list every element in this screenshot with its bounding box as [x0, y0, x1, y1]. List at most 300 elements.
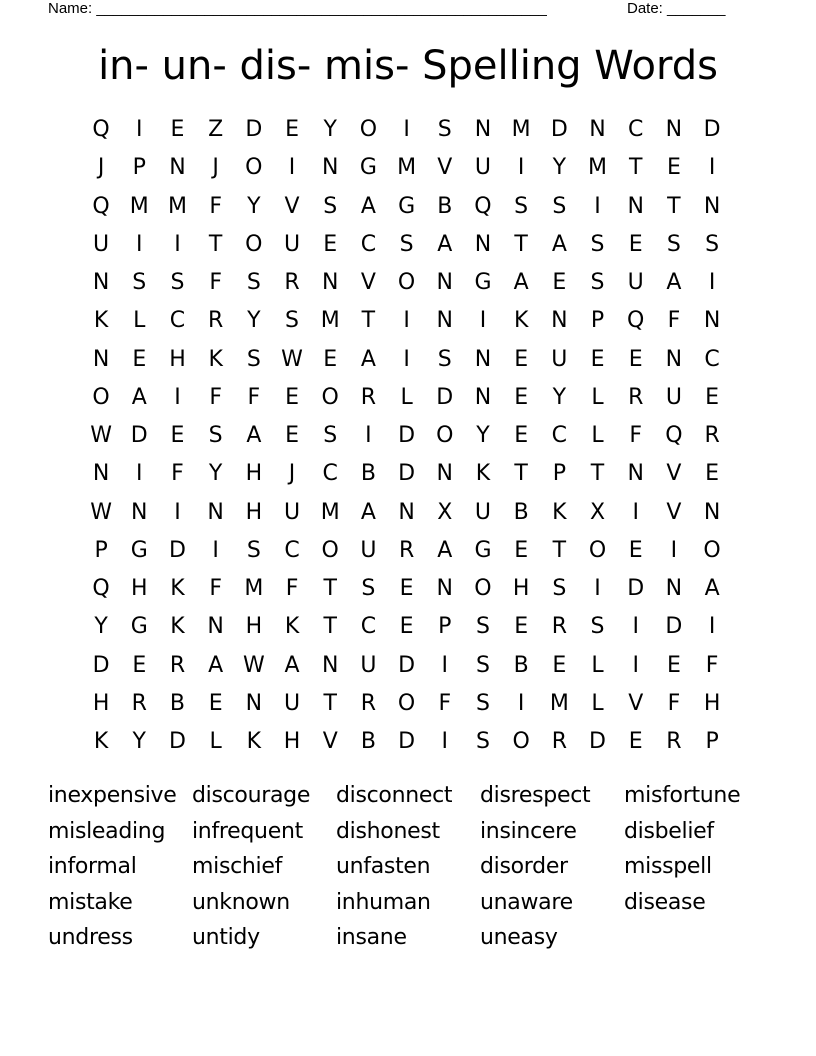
word-bank-item: mischief: [192, 854, 283, 879]
grid-cell: H: [512, 576, 530, 601]
grid-cell: E: [628, 537, 643, 563]
grid-row: [82, 723, 732, 761]
grid-cell: K: [208, 346, 223, 372]
grid-cell: S: [170, 270, 185, 295]
grid-row: [82, 188, 732, 226]
grid-cell: R: [666, 729, 682, 754]
grid-cell: O: [703, 537, 721, 563]
grid-cell: P: [438, 614, 452, 640]
grid-cell: I: [136, 461, 143, 487]
grid-cell: N: [131, 499, 148, 525]
grid-cell: D: [130, 423, 148, 448]
grid-cell: R: [284, 270, 300, 295]
grid-cell: A: [208, 652, 224, 678]
grid-cell: T: [514, 461, 528, 487]
page-title: in- un- dis- mis- Spelling Words: [98, 43, 718, 89]
grid-cell: O: [397, 270, 416, 295]
grid-cell: I: [441, 729, 449, 754]
name-field-label: Name: ______________________________________________________: [48, 0, 547, 17]
grid-cell: G: [474, 270, 492, 295]
grid-cell: F: [209, 193, 222, 219]
grid-cell: T: [323, 690, 337, 716]
grid-cell: D: [665, 614, 683, 640]
grid-cell: S: [475, 729, 490, 754]
word-bank-item: insane: [336, 925, 407, 950]
grid-cell: V: [360, 270, 376, 295]
word-bank-item: discourage: [192, 783, 311, 808]
grid-cell: I: [288, 155, 296, 181]
grid-cell: H: [131, 576, 148, 601]
grid-cell: F: [705, 652, 719, 678]
grid-cell: K: [475, 461, 491, 487]
grid-cell: M: [320, 308, 340, 334]
grid-cell: U: [283, 690, 301, 716]
grid-cell: O: [321, 384, 339, 410]
date-field-label: Date: _______: [627, 0, 726, 17]
word-bank-item: disbelief: [624, 818, 714, 844]
grid-cell: N: [92, 270, 110, 295]
grid-cell: Y: [132, 729, 146, 754]
grid-cell: H: [245, 461, 263, 487]
grid-row: [82, 532, 732, 570]
grid-cell: I: [136, 231, 143, 257]
grid-cell: U: [665, 384, 682, 410]
grid-cell: L: [400, 384, 413, 410]
grid-cell: T: [552, 537, 567, 563]
grid-cell: I: [632, 652, 639, 678]
grid-cell: N: [703, 308, 721, 334]
grid-cell: O: [588, 537, 607, 563]
grid-cell: N: [436, 308, 454, 334]
grid-cell: E: [132, 346, 147, 372]
grid-cell: N: [169, 155, 186, 181]
grid-cell: O: [436, 423, 454, 448]
grid-row: [82, 111, 732, 149]
grid-cell: V: [666, 499, 682, 525]
grid-cell: G: [474, 537, 492, 563]
grid-cell: O: [245, 231, 263, 257]
grid-cell: M: [588, 155, 608, 181]
grid-cell: C: [322, 461, 338, 487]
grid-cell: H: [245, 499, 263, 525]
grid-cell: D: [436, 384, 454, 410]
grid-cell: O: [245, 155, 263, 181]
grid-cell: S: [246, 270, 261, 295]
grid-cell: M: [129, 193, 149, 219]
grid-cell: N: [92, 461, 110, 487]
grid-cell: E: [323, 231, 338, 257]
grid-cell: Y: [247, 193, 261, 219]
grid-cell: Q: [474, 193, 492, 219]
grid-cell: U: [360, 537, 377, 563]
word-bank: [48, 778, 778, 956]
grid-cell: R: [551, 729, 567, 754]
grid-cell: N: [474, 384, 492, 410]
grid-cell: O: [92, 384, 110, 410]
grid-cell: F: [247, 384, 261, 410]
grid-cell: A: [360, 346, 376, 372]
grid-cell: S: [208, 423, 223, 448]
grid-cell: S: [590, 270, 605, 295]
grid-cell: W: [281, 346, 303, 372]
grid-cell: O: [321, 537, 339, 563]
word-bank-item: disorder: [480, 854, 568, 879]
grid-cell: Y: [552, 155, 567, 181]
grid-cell: W: [90, 499, 112, 525]
grid-row: [82, 264, 732, 302]
grid-cell: B: [513, 499, 529, 525]
grid-cell: V: [284, 193, 300, 219]
grid-cell: B: [360, 461, 376, 487]
grid-cell: J: [97, 155, 105, 181]
grid-row: [82, 302, 732, 340]
grid-cell: U: [551, 346, 568, 372]
grid-cell: F: [438, 690, 452, 716]
grid-cell: I: [708, 614, 716, 640]
grid-cell: K: [246, 729, 262, 754]
grid-cell: L: [591, 690, 604, 716]
grid-cell: G: [130, 537, 148, 563]
grid-cell: R: [628, 384, 644, 410]
grid-cell: I: [365, 423, 372, 448]
grid-cell: D: [398, 461, 416, 487]
grid-cell: C: [628, 117, 644, 142]
grid-cell: N: [474, 231, 492, 257]
grid-cell: R: [360, 384, 377, 410]
grid-cell: N: [665, 576, 683, 601]
grid-cell: R: [704, 423, 720, 448]
grid-cell: E: [552, 652, 567, 678]
grid-cell: Q: [92, 193, 110, 219]
grid-cell: N: [436, 576, 454, 601]
grid-row: [82, 417, 732, 455]
grid-cell: F: [667, 690, 681, 716]
grid-cell: N: [398, 499, 415, 525]
grid-cell: A: [704, 576, 720, 601]
grid-cell: D: [398, 729, 416, 754]
grid-cell: I: [174, 384, 181, 410]
word-bank-item: disconnect: [336, 783, 453, 808]
grid-cell: Q: [665, 423, 683, 448]
grid-cell: A: [360, 193, 376, 219]
grid-cell: K: [284, 614, 300, 640]
grid-cell: M: [244, 576, 264, 601]
grid-cell: Y: [323, 117, 337, 142]
grid-cell: E: [628, 346, 643, 372]
grid-cell: O: [397, 690, 416, 716]
grid-cell: A: [246, 423, 262, 448]
grid-cell: H: [245, 614, 263, 640]
grid-cell: I: [594, 576, 601, 601]
grid-cell: D: [398, 423, 416, 448]
grid-cell: N: [245, 690, 263, 716]
grid-cell: L: [209, 729, 222, 754]
grid-cell: S: [666, 231, 681, 257]
grid-cell: I: [403, 117, 410, 142]
grid-cell: A: [360, 499, 376, 525]
grid-cell: N: [436, 270, 454, 295]
grid-cell: E: [705, 461, 720, 487]
grid-cell: I: [708, 155, 716, 181]
grid-cell: E: [170, 117, 185, 142]
grid-cell: V: [628, 690, 644, 716]
grid-cell: E: [514, 384, 529, 410]
grid-cell: E: [132, 652, 147, 678]
grid-cell: L: [133, 308, 146, 334]
grid-cell: D: [627, 576, 645, 601]
grid-cell: N: [207, 499, 224, 525]
word-bank-item: disrespect: [480, 783, 591, 808]
grid-cell: U: [283, 231, 301, 257]
grid-cell: L: [591, 423, 604, 448]
grid-cell: B: [437, 193, 453, 219]
grid-cell: D: [550, 117, 568, 142]
grid-cell: G: [398, 193, 416, 219]
grid-row: [82, 494, 732, 532]
grid-cell: E: [399, 576, 414, 601]
grid-cell: Y: [552, 384, 567, 410]
grid-cell: E: [628, 231, 643, 257]
grid-cell: D: [168, 537, 186, 563]
grid-cell: S: [475, 690, 490, 716]
grid-cell: R: [131, 690, 147, 716]
word-bank-item: misleading: [48, 818, 166, 844]
grid-row: [82, 685, 732, 723]
word-bank-item: misspell: [624, 854, 712, 879]
word-bank-item: misfortune: [624, 783, 741, 808]
grid-cell: P: [590, 308, 605, 334]
grid-cell: F: [629, 423, 643, 448]
grid-cell: C: [551, 423, 568, 448]
grid-cell: Q: [92, 576, 110, 601]
grid-cell: A: [131, 384, 147, 410]
grid-cell: B: [169, 690, 186, 716]
grid-cell: Z: [208, 117, 224, 142]
word-bank-item: unfasten: [336, 854, 431, 879]
grid-cell: T: [208, 231, 223, 257]
grid-cell: R: [169, 652, 186, 678]
grid-cell: S: [246, 346, 261, 372]
grid-cell: G: [130, 614, 148, 640]
grid-cell: N: [474, 346, 492, 372]
grid-cell: E: [552, 270, 567, 295]
grid-cell: M: [320, 499, 340, 525]
grid-cell: I: [517, 155, 525, 181]
grid-row: [82, 149, 732, 187]
grid-cell: E: [170, 423, 185, 448]
grid-cell: F: [209, 270, 222, 295]
grid-cell: I: [632, 499, 639, 525]
grid-cell: E: [285, 384, 299, 410]
grid-cell: P: [94, 537, 108, 563]
grid-cell: A: [437, 537, 453, 563]
grid-cell: M: [397, 155, 417, 181]
grid-cell: S: [246, 537, 261, 563]
grid-cell: Y: [208, 461, 223, 487]
grid-cell: I: [517, 690, 525, 716]
grid-cell: E: [208, 690, 223, 716]
grid-cell: C: [360, 231, 377, 257]
grid-cell: Y: [94, 614, 108, 640]
grid-cell: G: [359, 155, 377, 181]
grid-cell: S: [132, 270, 147, 295]
grid-cell: M: [511, 117, 531, 142]
grid-cell: F: [209, 576, 222, 601]
grid-cell: E: [666, 155, 681, 181]
grid-cell: N: [551, 308, 568, 334]
word-bank-item: insincere: [480, 818, 577, 844]
word-bank-item: unknown: [192, 889, 290, 915]
grid-cell: N: [436, 461, 454, 487]
grid-cell: D: [92, 652, 110, 678]
grid-cell: T: [628, 155, 643, 181]
word-bank-item: disease: [624, 889, 706, 915]
grid-cell: E: [514, 346, 529, 372]
grid-cell: M: [167, 193, 187, 219]
grid-cell: S: [705, 231, 720, 257]
grid-row: [82, 647, 732, 685]
grid-cell: S: [475, 652, 490, 678]
grid-cell: D: [168, 729, 186, 754]
grid-cell: E: [628, 729, 643, 754]
word-bank-item: dishonest: [336, 818, 440, 844]
grid-cell: R: [398, 537, 415, 563]
word-bank-item: untidy: [192, 925, 260, 950]
grid-cell: A: [437, 231, 453, 257]
grid-cell: M: [549, 690, 569, 716]
grid-cell: S: [590, 614, 605, 640]
grid-cell: E: [514, 423, 529, 448]
grid-cell: B: [360, 729, 376, 754]
grid-cell: C: [704, 346, 720, 372]
grid-cell: F: [209, 384, 222, 410]
grid-row: [82, 226, 732, 264]
grid-cell: S: [437, 346, 452, 372]
grid-cell: E: [666, 652, 681, 678]
grid-cell: T: [323, 614, 337, 640]
grid-cell: K: [93, 729, 109, 754]
grid-cell: A: [513, 270, 529, 295]
grid-cell: I: [708, 270, 716, 295]
grid-cell: H: [92, 690, 110, 716]
grid-cell: F: [667, 308, 681, 334]
grid-cell: K: [513, 308, 529, 334]
word-bank-item: inhuman: [336, 889, 431, 915]
grid-cell: U: [93, 231, 110, 257]
grid-cell: E: [514, 537, 529, 563]
grid-cell: T: [323, 576, 337, 601]
grid-cell: S: [323, 193, 338, 219]
grid-cell: S: [552, 193, 567, 219]
grid-cell: T: [590, 461, 605, 487]
grid-cell: N: [589, 117, 606, 142]
grid-cell: D: [589, 729, 606, 754]
grid-cell: S: [590, 231, 605, 257]
grid-cell: S: [285, 308, 300, 334]
grid-cell: N: [321, 652, 339, 678]
grid-cell: P: [705, 729, 719, 754]
grid-cell: N: [627, 461, 644, 487]
word-bank-item: uneasy: [480, 925, 558, 950]
grid-cell: D: [703, 117, 721, 142]
grid-cell: U: [627, 270, 644, 295]
grid-cell: A: [284, 652, 300, 678]
grid-cell: U: [360, 652, 377, 678]
grid-row: [82, 570, 732, 608]
grid-cell: E: [399, 614, 414, 640]
grid-cell: J: [212, 155, 219, 181]
grid-cell: K: [170, 614, 185, 640]
grid-cell: H: [703, 690, 721, 716]
grid-cell: N: [207, 614, 224, 640]
grid-row: [82, 608, 732, 646]
grid-cell: C: [284, 537, 300, 563]
grid-cell: S: [475, 614, 490, 640]
grid-cell: I: [670, 537, 678, 563]
word-bank-item: informal: [48, 854, 137, 879]
grid-cell: O: [359, 117, 378, 142]
grid-cell: N: [321, 270, 339, 295]
grid-cell: I: [403, 308, 410, 334]
grid-cell: I: [174, 499, 181, 525]
grid-cell: I: [174, 231, 181, 257]
letter-grid: [82, 111, 732, 761]
grid-cell: N: [92, 346, 110, 372]
grid-cell: N: [474, 117, 492, 142]
word-bank-item: unaware: [480, 889, 573, 915]
grid-cell: I: [632, 614, 639, 640]
grid-cell: N: [627, 193, 644, 219]
grid-cell: A: [666, 270, 682, 295]
grid-cell: W: [242, 652, 265, 678]
grid-cell: I: [594, 193, 601, 219]
grid-cell: V: [322, 729, 338, 754]
grid-cell: H: [169, 346, 186, 372]
grid-cell: O: [512, 729, 530, 754]
grid-cell: C: [360, 614, 377, 640]
grid-cell: D: [245, 117, 263, 142]
grid-cell: E: [514, 614, 529, 640]
grid-cell: H: [283, 729, 301, 754]
grid-cell: Y: [476, 423, 490, 448]
grid-cell: Q: [92, 117, 110, 142]
grid-cell: O: [474, 576, 492, 601]
grid-cell: R: [551, 614, 567, 640]
grid-cell: U: [474, 155, 492, 181]
grid-cell: S: [437, 117, 452, 142]
grid-cell: A: [551, 231, 567, 257]
grid-row: [82, 379, 732, 417]
grid-cell: Q: [627, 308, 645, 334]
grid-cell: I: [136, 117, 143, 142]
grid-cell: U: [474, 499, 492, 525]
grid-cell: S: [361, 576, 376, 601]
grid-cell: S: [323, 423, 338, 448]
grid-cell: R: [208, 308, 224, 334]
grid-cell: S: [399, 231, 414, 257]
grid-cell: V: [666, 461, 682, 487]
grid-cell: N: [703, 499, 721, 525]
grid-row: [82, 341, 732, 379]
word-bank-item: mistake: [48, 889, 133, 915]
grid-cell: E: [323, 346, 338, 372]
grid-cell: E: [285, 423, 299, 448]
grid-cell: N: [665, 346, 683, 372]
grid-cell: T: [667, 193, 681, 219]
grid-cell: K: [93, 308, 109, 334]
grid-cell: R: [360, 690, 377, 716]
grid-cell: I: [212, 537, 219, 563]
